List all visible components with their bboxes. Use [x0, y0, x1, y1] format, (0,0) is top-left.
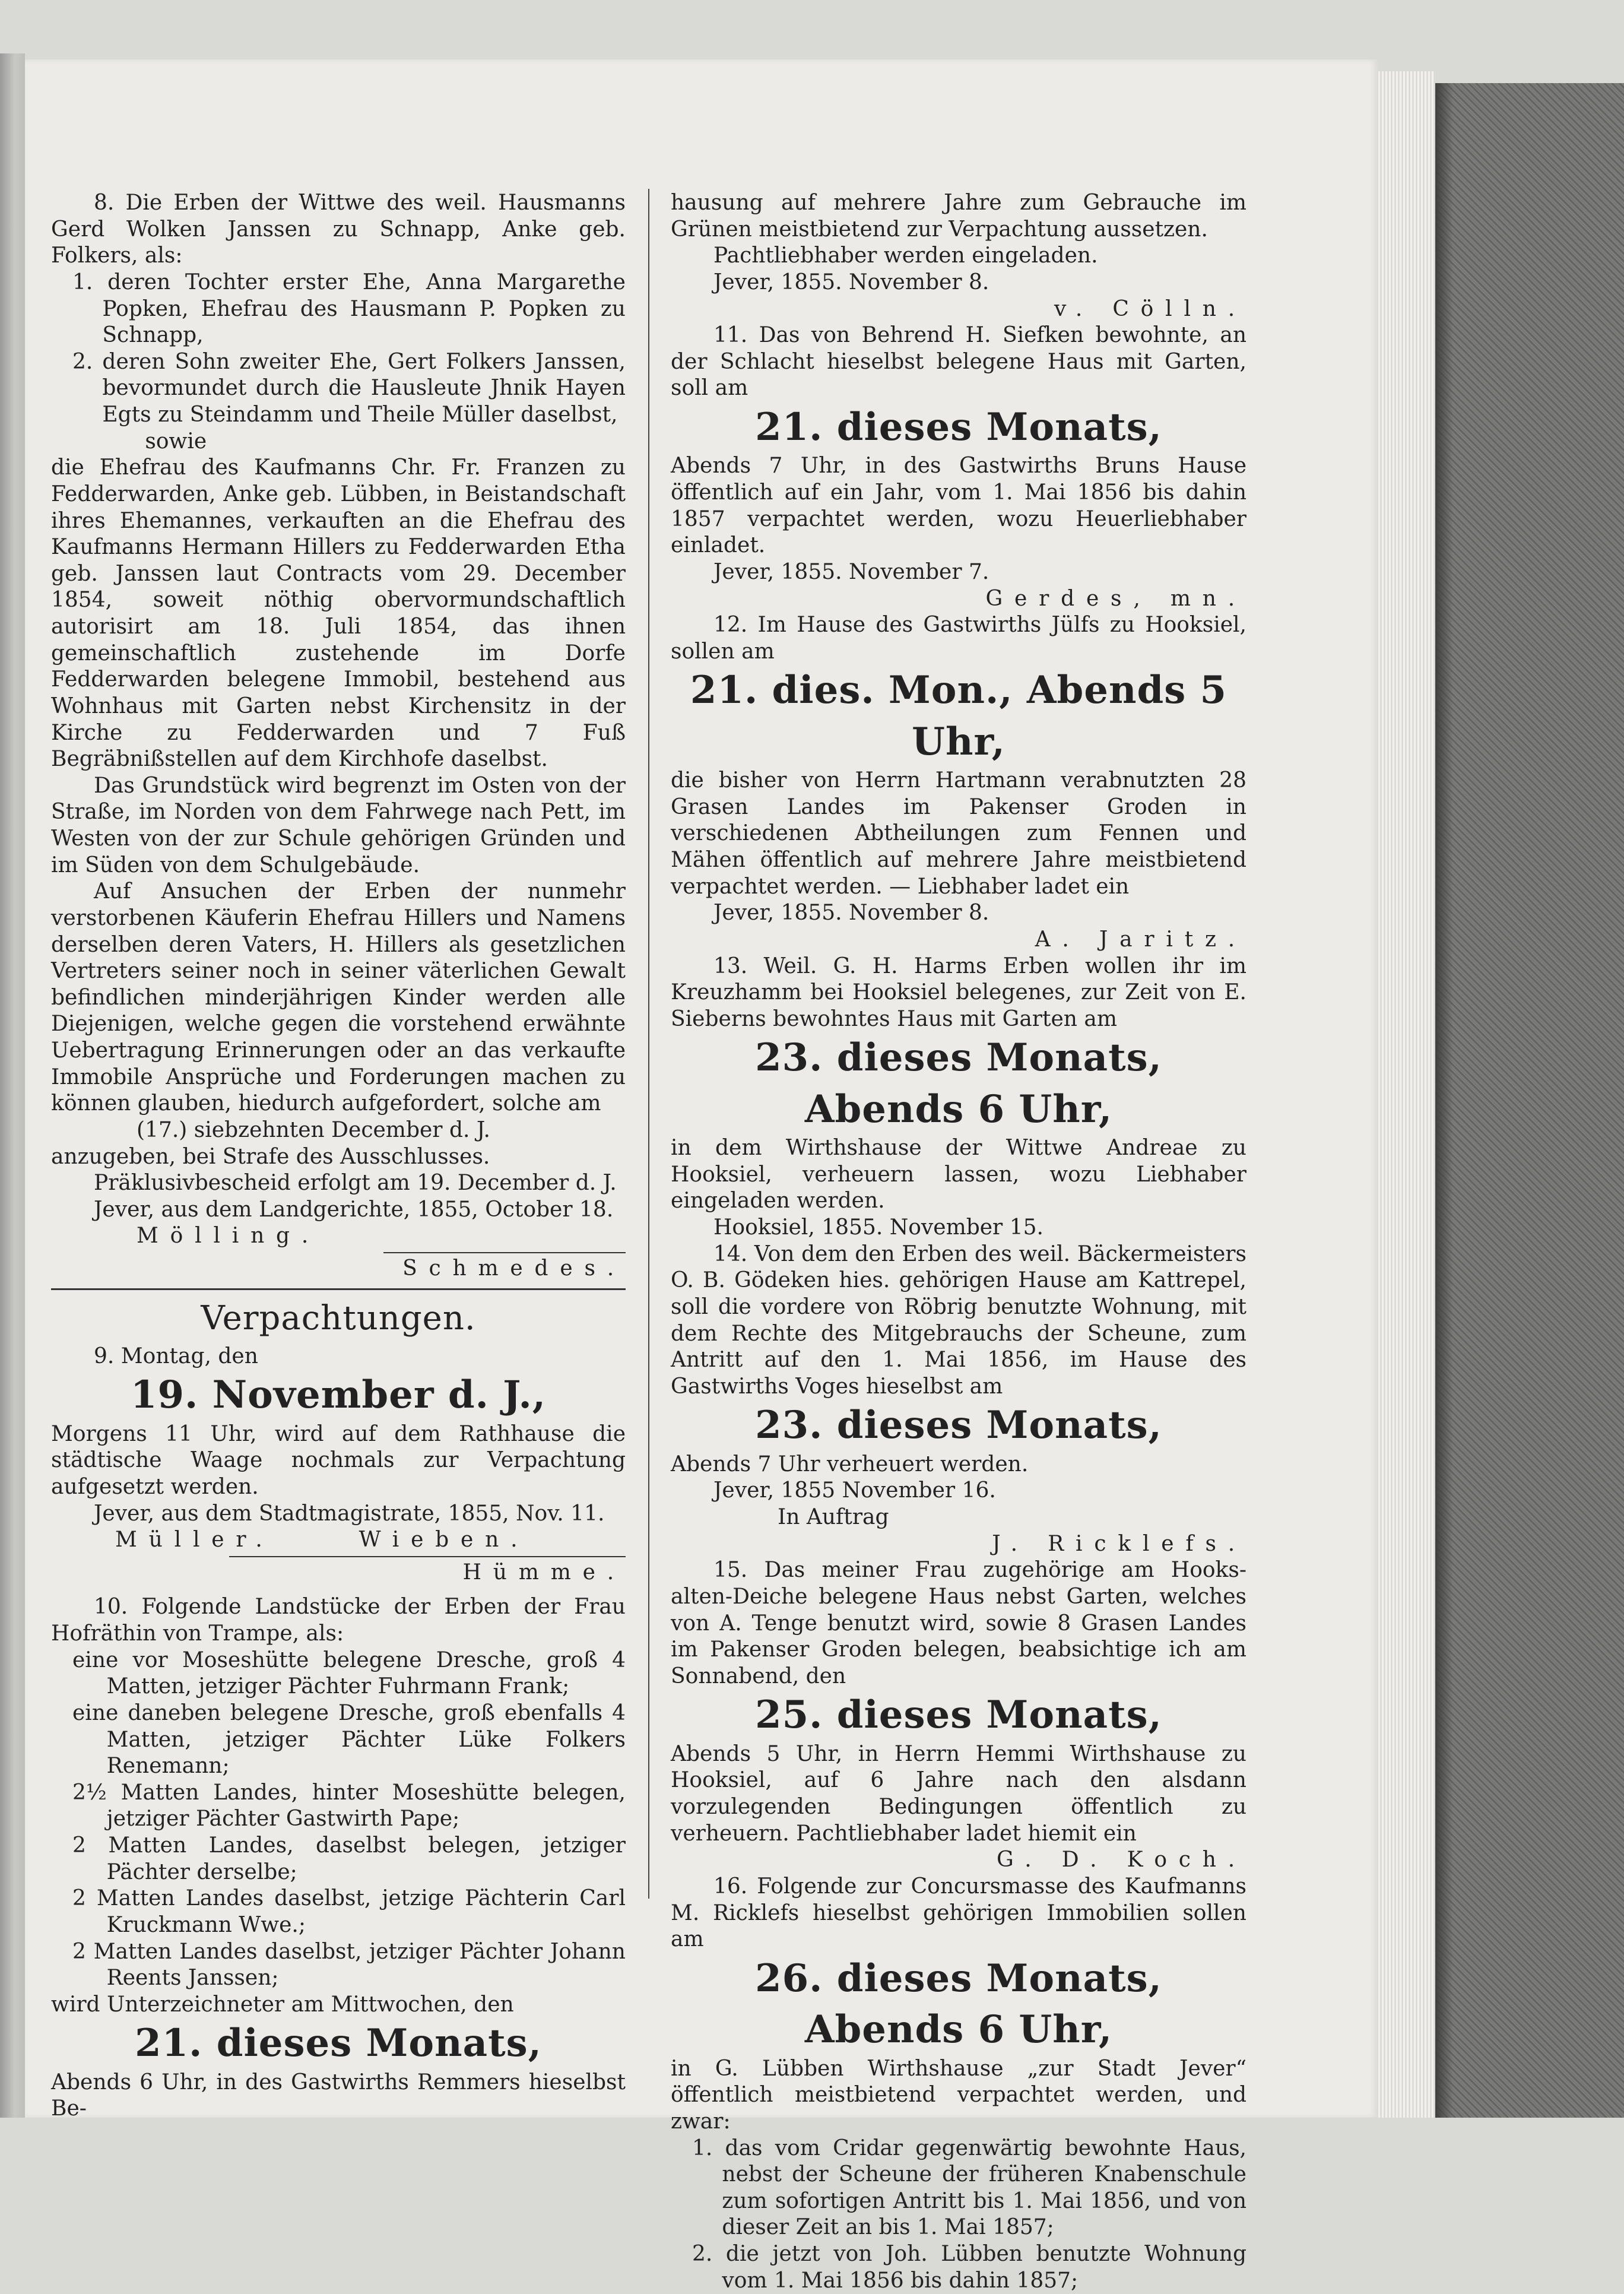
- item12-signature: A. Jaritz.: [1035, 927, 1246, 952]
- item14-place-date: Jever, 1855 November 16.: [713, 1478, 996, 1503]
- section-rule: [51, 1288, 626, 1290]
- item9-big-date: 19. November d. J.,: [130, 1373, 547, 1418]
- item16-line-2: 2. die jetzt von Joh. Lübben benutzte Wohnung vom 1. Mai 1856 bis dahin 1857;: [692, 2242, 1246, 2293]
- item8-body3: Auf Ansuchen der Erben der nunmehr verstorbenen Käuferin Ehefrau Hillers und Namens derselben deren Vaters, H. Hillers als gesetzlichen Vertreters seiner noch in seiner väterlichen Gewalt befindlichen minderjährigen Kinder werden alle Diejenigen, welche gegen die vorstehend erwähnte Uebertragung Erinnerungen oder an das verkaufte Immobile Ansprüche und Forderungen machen zu können glauben, hiedurch aufgefordert, solche am: [51, 879, 626, 1116]
- item11-signature: Gerdes, mn.: [985, 586, 1246, 611]
- item10-line-6: 2 Matten Landes daselbst, jetziger Pächter Johann Reents Janssen;: [72, 1939, 626, 1991]
- item8-body5: Präklusivbescheid erfolgt am 19. December d. J.: [94, 1171, 617, 1196]
- book-cover: [1435, 83, 1624, 2118]
- item8-sowie: sowie: [145, 429, 207, 454]
- item14-body: Abends 7 Uhr verheuert werden.: [671, 1452, 1029, 1476]
- item10-tail: Abends 6 Uhr, in des Gastwirths Remmers hieselbst Be-: [51, 2070, 626, 2121]
- left-page-edge: [0, 53, 25, 2118]
- item13-place-date: Hooksiel, 1855. November 15.: [713, 1215, 1043, 1240]
- item13-big-date: 23. dieses Monats, Abends 6 Uhr,: [755, 1035, 1162, 1132]
- item10-body: wird Unterzeichneter am Mittwochen, den: [51, 1992, 514, 2017]
- item16-body: in G. Lübben Wirthshause „zur Stadt Jever“ öffentlich meistbietend verpachtet werden, und zwar:: [671, 2056, 1246, 2134]
- item8-place-date: Jever, aus dem Landgerichte, 1855, October 18.: [94, 1197, 614, 1222]
- item12-place-date: Jever, 1855. November 8.: [713, 901, 989, 926]
- item15-body: Abends 5 Uhr, in Herrn Hemmi Wirthshause zu Hooksiel, auf 6 Jahre nach den alsdann vorzulegenden Bedingungen öffentlich zu verheuern. Pachtliebhaber ladet hiemit ein: [671, 1741, 1246, 1846]
- item8-body2: Das Grundstück wird begrenzt im Osten von der Straße, im Norden von dem Fahrwege nach Pett, im Westen von der zur Schule gehörigen Gründen und im Süden von dem Schulgebäude.: [51, 773, 626, 877]
- item9-intro: 9. Montag, den: [94, 1344, 258, 1368]
- item8-heir2: 2. deren Sohn zweiter Ehe, Gert Folkers Janssen, bevormundet durch die Hausleute Jhnik Hayen Egts zu Steindamm und Theile Müller daselbst,: [72, 349, 626, 427]
- item9-signature-c: Hümme.: [462, 1560, 626, 1585]
- item12-big-date: 21. dies. Mon., Abends 5 Uhr,: [690, 668, 1227, 764]
- item16-intro: 16. Folgende zur Concursmasse des Kaufmanns M. Ricklefs hieselbst gehörigen Immobilien sollen am: [671, 1874, 1246, 1952]
- item16-line-1: 1. das vom Cridar gegenwärtig bewohnte Haus, nebst der Scheune der früheren Knabenschule zum sofortigen Antritt bis 1. Mai 1856, und von dieser Zeit an bis 1. Mai 1857;: [692, 2135, 1246, 2240]
- section-title: Verpachtungen.: [201, 1298, 476, 1338]
- item14-signature: J. Ricklefs.: [992, 1531, 1246, 1556]
- item11-body: Abends 7 Uhr, in des Gastwirths Bruns Hause öffentlich auf ein Jahr, vom 1. Mai 1856 bis dahin 1857 verpachtet werden, wozu Heuerliebhaber einladet.: [671, 454, 1246, 558]
- item10-line-5: 2 Matten Landes daselbst, jetzige Pächterin Carl Kruckmann Wwe.;: [72, 1886, 626, 1937]
- item10-line-1: eine vor Moseshütte belegene Dresche, groß 4 Matten, jetziger Pächter Fuhrmann Frank;: [72, 1647, 626, 1699]
- item13-body: in dem Wirthshause der Wittwe Andreae zu Hooksiel, verheuern lassen, wozu Liebhaber eingeladen werden.: [671, 1136, 1246, 1213]
- cover-shade: [1435, 83, 1453, 2118]
- page-edges: [1378, 71, 1435, 2118]
- item8-intro: 8. Die Erben der Wittwe des weil. Hausmanns Gerd Wolken Janssen zu Schnapp, Anke geb. Folkers, als:: [51, 191, 626, 268]
- item15-big-date: 25. dieses Monats,: [755, 1693, 1162, 1738]
- item9-signature-b: Wieben.: [359, 1528, 529, 1552]
- item8-body1: die Ehefrau des Kaufmanns Chr. Fr. Franzen zu Fedderwarden, Anke geb. Lübben, in Beistandschaft ihres Ehemannes, verkauften an die Ehefrau des Kaufmanns Hermann Hillers zu Fedderwarden Etha geb. Janssen laut Contracts vom 29. December 1854, soweit nöthig obervormundschaftlich autorisirt am 18. Juli 1854, das ihnen gemeinschaftlich zustehende im Dorfe Fedderwarden belegene Immobil, bestehend aus Wohnhaus mit Garten nebst Kirchensitz in der Kirche zu Fedderwarden und 7 Fuß Begräbnißstellen auf dem Kirchhofe daselbst.: [51, 455, 626, 772]
- item10-continued: hausung auf mehrere Jahre zum Gebrauche im Grünen meistbietend zur Verpachtung aussetzen.: [671, 191, 1246, 242]
- item10-place-date: Jever, 1855. November 8.: [713, 270, 989, 294]
- item12-intro: 12. Im Hause des Gastwirths Jülfs zu Hooksiel, sollen am: [671, 613, 1246, 664]
- signature-rule: [383, 1252, 626, 1253]
- item8-signature-2: Schmedes.: [402, 1256, 626, 1281]
- item13-intro: 13. Weil. G. H. Harms Erben wollen ihr im Kreuzhamm bei Hooksiel belegenes, zur Zeit von E. Sieberns bewohntes Haus mit Garten am: [671, 953, 1246, 1031]
- item15-intro: 15. Das meiner Frau zugehörige am Hooks-alten-Deiche belegene Haus nebst Garten, welches von A. Tenge benutzt wird, sowie 8 Grasen Landes im Pakenser Groden belegen, beabsichtige ich am Sonnabend, den: [671, 1558, 1246, 1688]
- item10-line-2: eine daneben belegene Dresche, groß ebenfalls 4 Matten, jetziger Pächter Lüke Folkers Renemann;: [72, 1700, 626, 1779]
- item8-date-line: (17.) siebzehnten December d. J.: [137, 1117, 490, 1142]
- right-column: [671, 190, 1246, 2294]
- item9-signature-a: Müller.: [115, 1528, 274, 1552]
- signature-rule-2: [229, 1556, 626, 1557]
- item11-place-date: Jever, 1855. November 7.: [713, 559, 989, 584]
- item11-intro: 11. Das von Behrend H. Siefken bewohnte, an der Schlacht hieselbst belegene Haus mit Garten, soll am: [671, 323, 1246, 401]
- item8-heir1: 1. deren Tochter erster Ehe, Anna Margarethe Popken, Ehefrau des Hausmann P. Popken zu Schnapp,: [72, 270, 626, 348]
- item9-place-date: Jever, aus dem Stadtmagistrate, 1855, Nov. 11.: [94, 1501, 605, 1526]
- item9-body: Morgens 11 Uhr, wird auf dem Rathhause die städtische Waage nochmals zur Verpachtung aufgesetzt werden.: [51, 1421, 626, 1499]
- item9-signatures: [51, 1527, 626, 1554]
- item14-auftrag: In Auftrag: [778, 1505, 889, 1530]
- item8-body4: anzugeben, bei Strafe des Ausschlusses.: [51, 1144, 490, 1169]
- item11-big-date: 21. dieses Monats,: [755, 405, 1162, 449]
- item14-intro: 14. Von dem den Erben des weil. Bäckermeisters O. B. Gödeken hies. gehörigen Hause am Kattrepel, soll die vordere von Röbrig benutzte Wohnung, mit dem Rechte des Mitgebrauchs der Scheune, zum Antritt auf den 1. Mai 1856, im Hause des Gastwirths Voges hieselbst am: [671, 1241, 1246, 1399]
- left-column: [51, 190, 626, 2122]
- item12-body: die bisher von Herrn Hartmann verabnutzten 28 Grasen Landes im Pakenser Groden in verschiedenen Abtheilungen zum Fennen und Mähen öffentlich auf mehrere Jahre meistbietend verpachtet werden. — Liebhaber ladet ein: [671, 768, 1246, 899]
- item10-signature: v. Cölln.: [1054, 296, 1246, 321]
- item8-signature-1: Mölling.: [137, 1224, 321, 1249]
- item10-intro: 10. Folgende Landstücke der Erben der Frau Hofräthin von Trampe, als:: [51, 1595, 626, 1646]
- item16-big-date: 26. dieses Monats, Abends 6 Uhr,: [755, 1956, 1162, 2052]
- item15-signature: G. D. Koch.: [996, 1848, 1246, 1872]
- item10-invite: Pachtliebhaber werden eingeladen.: [713, 243, 1098, 268]
- item14-big-date: 23. dieses Monats,: [755, 1403, 1162, 1448]
- item10-line-4: 2 Matten Landes, daselbst belegen, jetziger Pächter derselbe;: [72, 1833, 626, 1884]
- item10-line-3: 2½ Matten Landes, hinter Moseshütte belegen, jetziger Pächter Gastwirth Pape;: [72, 1780, 626, 1832]
- item10-big-date: 21. dieses Monats,: [135, 2021, 542, 2066]
- column-rule: [648, 189, 649, 1899]
